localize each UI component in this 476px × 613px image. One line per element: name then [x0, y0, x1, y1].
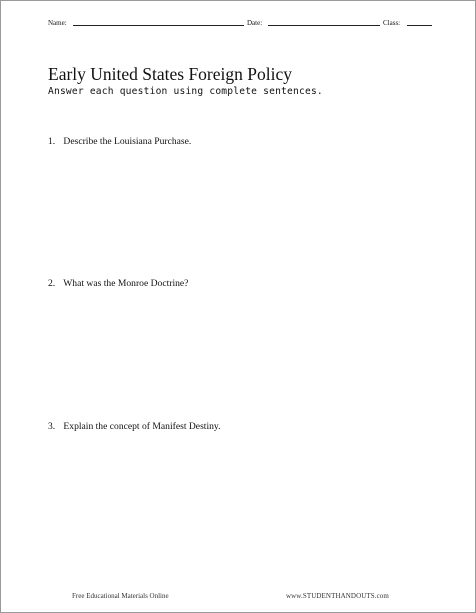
- question-text: What was the Monroe Doctrine?: [63, 278, 189, 289]
- question-2: [48, 277, 188, 290]
- footer-tagline: Free Educational Materials Online: [72, 592, 169, 600]
- student-info-header: [48, 16, 430, 30]
- class-label: Class:: [383, 19, 401, 27]
- question-number: 1.: [48, 136, 56, 147]
- name-line: [73, 25, 244, 26]
- question-text: Describe the Louisiana Purchase.: [63, 136, 192, 147]
- question-number: 2.: [48, 278, 56, 289]
- question-number: 3.: [48, 421, 56, 432]
- question-1: [48, 135, 191, 148]
- date-line: [268, 25, 380, 26]
- question-3: [48, 420, 221, 433]
- name-label: Name:: [48, 19, 67, 27]
- question-text: Explain the concept of Manifest Destiny.: [63, 421, 221, 432]
- date-label: Date:: [247, 19, 263, 27]
- class-line: [407, 25, 432, 26]
- footer-website: www.STUDENTHANDOUTS.com: [286, 592, 389, 600]
- worksheet-title: Early United States Foreign Policy: [48, 64, 292, 84]
- worksheet-instructions: Answer each question using complete sentences.: [48, 86, 323, 97]
